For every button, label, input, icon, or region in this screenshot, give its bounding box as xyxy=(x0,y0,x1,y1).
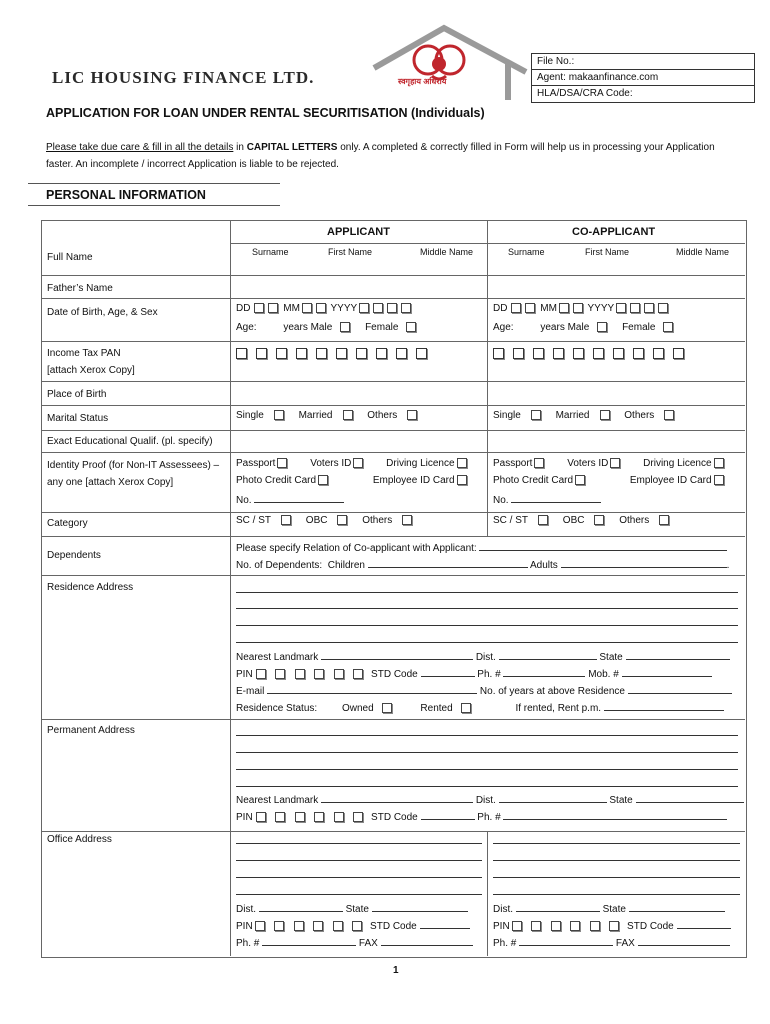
agent-label: Agent: makaanfinance.com xyxy=(537,72,659,83)
state-label: State xyxy=(599,652,623,663)
applicant-surname-label: Surname xyxy=(252,247,289,257)
relation-label: Please specify Relation of Co-applicant with Applicant: xyxy=(236,543,477,554)
pin-label: PIN xyxy=(493,921,510,932)
full-name-label: Full Name xyxy=(47,252,93,263)
office-line[interactable] xyxy=(493,894,740,895)
residence-status-label: Residence Status: xyxy=(236,703,318,714)
no-label: No. xyxy=(493,495,509,506)
office-address-label: Office Address xyxy=(47,834,112,845)
photo-credit-card-label: Photo Credit Card xyxy=(493,475,574,486)
dd-label: DD xyxy=(493,303,508,314)
dob-label: Date of Birth, Age, & Sex xyxy=(47,307,158,318)
passport-label: Passport xyxy=(236,458,276,469)
yyyy-box[interactable] xyxy=(387,303,397,313)
hla-code-label: HLA/DSA/CRA Code: xyxy=(537,88,633,99)
no-label: No. xyxy=(236,495,252,506)
owned-checkbox[interactable] xyxy=(382,703,392,713)
single-checkbox[interactable] xyxy=(531,410,541,420)
others-label: Others xyxy=(367,410,398,421)
single-checkbox[interactable] xyxy=(274,410,284,420)
dependents-label: Dependents xyxy=(47,550,101,561)
state-label: State xyxy=(609,795,633,806)
male-label: Male xyxy=(567,322,590,333)
others-checkbox[interactable] xyxy=(664,410,674,420)
applicant-header: APPLICANT xyxy=(327,226,390,238)
relation-field[interactable] xyxy=(236,541,727,554)
adults-label: Adults xyxy=(530,560,558,571)
pan-label: Income Tax PAN xyxy=(47,348,121,359)
office-line[interactable] xyxy=(493,860,740,861)
dd-box[interactable] xyxy=(525,303,535,313)
instruction-text-2: only. A completed & correctly filled in Form will help us in processing your Application xyxy=(337,142,715,153)
applicant-marital xyxy=(236,410,419,421)
fax-label: FAX xyxy=(358,938,378,949)
residence-landmark-row[interactable] xyxy=(236,650,730,663)
voters-id-label: Voters ID xyxy=(310,458,352,469)
instruction-underlined: Please take due care & fill in all the details xyxy=(46,142,234,153)
others-label: Others xyxy=(362,515,393,526)
permanent-address-label: Permanent Address xyxy=(47,725,135,736)
instruction-caps: CAPITAL LETTERS xyxy=(246,142,338,153)
section-title: PERSONAL INFORMATION xyxy=(46,188,206,202)
co-applicant-office-dist-row[interactable] xyxy=(493,902,725,915)
age-label: Age: xyxy=(236,322,257,333)
passport-checkbox[interactable] xyxy=(277,458,287,468)
co-applicant-dob-field[interactable] xyxy=(493,303,670,314)
page-number: 1 xyxy=(393,965,399,976)
no-dependents-label: No. of Dependents: xyxy=(236,560,323,571)
others-label: Others xyxy=(624,410,655,421)
rent-label: If rented, Rent p.m. xyxy=(515,703,602,714)
std-code-label: STD Code xyxy=(370,921,417,932)
place-of-birth-label: Place of Birth xyxy=(47,389,107,400)
applicant-office-phone-row[interactable] xyxy=(236,936,473,949)
pin-label: PIN xyxy=(236,669,253,680)
scst-checkbox[interactable] xyxy=(281,515,291,525)
dist-label: Dist. xyxy=(475,652,496,663)
company-name: LIC HOUSING FINANCE LTD. xyxy=(52,68,315,87)
co-applicant-first-name-label: First Name xyxy=(585,247,630,257)
driving-licence-checkbox[interactable] xyxy=(457,458,467,468)
co-applicant-age-sex xyxy=(493,322,675,333)
scst-label: SC / ST xyxy=(493,515,529,526)
yyyy-box[interactable] xyxy=(630,303,640,313)
co-applicant-middle-name-label: Middle Name xyxy=(676,247,730,257)
pin-label: PIN xyxy=(236,812,253,823)
mm-label: MM xyxy=(540,303,557,314)
dd-box[interactable] xyxy=(254,303,264,313)
instruction-line2: faster. An incomplete / incorrect Application is liable to be rejected. xyxy=(46,159,339,170)
yyyy-box[interactable] xyxy=(401,303,411,313)
co-applicant-office-pin-row[interactable] xyxy=(493,919,731,932)
marital-status-label: Marital Status xyxy=(47,413,109,424)
yyyy-box[interactable] xyxy=(359,303,369,313)
scst-checkbox[interactable] xyxy=(538,515,548,525)
applicant-id-proof-row1 xyxy=(236,458,484,469)
applicant-id-number[interactable] xyxy=(236,493,344,506)
phone-label: Ph. # xyxy=(236,938,260,949)
co-applicant-id-proof-row1 xyxy=(493,458,726,469)
single-label: Single xyxy=(493,410,521,421)
years-label: years xyxy=(283,322,308,333)
email-label: E-mail xyxy=(236,686,265,697)
dd-box[interactable] xyxy=(511,303,521,313)
female-label: Female xyxy=(365,322,399,333)
mm-box[interactable] xyxy=(559,303,569,313)
male-checkbox[interactable] xyxy=(340,322,350,332)
mm-label: MM xyxy=(283,303,300,314)
rented-label: Rented xyxy=(420,703,453,714)
passport-label: Passport xyxy=(493,458,533,469)
obc-checkbox[interactable] xyxy=(337,515,347,525)
phone-label: Ph. # xyxy=(477,669,501,680)
office-line[interactable] xyxy=(236,877,482,878)
obc-label: OBC xyxy=(562,515,585,526)
category-label: Category xyxy=(47,518,88,529)
residence-line[interactable] xyxy=(236,625,738,626)
residence-email-row[interactable] xyxy=(236,684,732,697)
education-label: Exact Educational Qualif. (pl. specify) xyxy=(47,436,213,447)
identity-proof-label: Identity Proof (for Non-IT Assessees) – xyxy=(47,460,220,471)
co-applicant-header: CO-APPLICANT xyxy=(572,226,656,238)
employee-id-label: Employee ID Card xyxy=(372,475,455,486)
obc-label: OBC xyxy=(305,515,328,526)
employee-id-label: Employee ID Card xyxy=(629,475,712,486)
fax-label: FAX xyxy=(615,938,635,949)
married-label: Married xyxy=(298,410,333,421)
office-line[interactable] xyxy=(236,894,482,895)
state-label: State xyxy=(602,904,626,915)
female-checkbox[interactable] xyxy=(663,322,673,332)
voters-id-checkbox[interactable] xyxy=(610,458,620,468)
applicant-office-dist-row[interactable] xyxy=(236,902,468,915)
applicant-office-pin-row[interactable] xyxy=(236,919,470,932)
employee-id-checkbox[interactable] xyxy=(457,475,467,485)
co-applicant-marital xyxy=(493,410,676,421)
mm-box[interactable] xyxy=(573,303,583,313)
residence-line[interactable] xyxy=(236,608,738,609)
dd-box[interactable] xyxy=(268,303,278,313)
yyyy-box[interactable] xyxy=(658,303,668,313)
dist-label: Dist. xyxy=(475,795,496,806)
scst-label: SC / ST xyxy=(236,515,272,526)
std-code-label: STD Code xyxy=(627,921,674,932)
file-no-label: File No.: xyxy=(537,56,575,67)
married-label: Married xyxy=(555,410,590,421)
permanent-pin-row[interactable] xyxy=(236,810,727,823)
co-applicant-category xyxy=(493,515,671,526)
others-label: Others xyxy=(619,515,650,526)
female-label: Female xyxy=(622,322,656,333)
company-logo xyxy=(46,20,526,100)
rented-checkbox[interactable] xyxy=(461,703,471,713)
identity-proof-sub-label: any one [attach Xerox Copy] xyxy=(47,477,174,488)
married-checkbox[interactable] xyxy=(343,410,353,420)
age-label: Age: xyxy=(493,322,514,333)
residence-status-row xyxy=(236,701,724,714)
landmark-label: Nearest Landmark xyxy=(236,652,319,663)
children-label: Children xyxy=(327,560,365,571)
instructions xyxy=(46,139,756,173)
instruction-text: in xyxy=(233,142,247,153)
applicant-pan-boxes[interactable] xyxy=(236,348,436,359)
others-checkbox[interactable] xyxy=(407,410,417,420)
dist-label: Dist. xyxy=(493,904,513,915)
residence-address-label: Residence Address xyxy=(47,582,134,593)
yyyy-box[interactable] xyxy=(616,303,626,313)
employee-id-checkbox[interactable] xyxy=(714,475,724,485)
permanent-line[interactable] xyxy=(236,735,738,736)
co-applicant-surname-label: Surname xyxy=(508,247,545,257)
office-line[interactable] xyxy=(493,877,740,878)
phone-label: Ph. # xyxy=(493,938,517,949)
pan-attach-label: [attach Xerox Copy] xyxy=(47,365,135,376)
yyyy-label: YYYY xyxy=(587,303,615,314)
company-tagline: स्वगृहाय अधिराय xyxy=(398,77,447,86)
mm-box[interactable] xyxy=(302,303,312,313)
obc-checkbox[interactable] xyxy=(594,515,604,525)
residence-line[interactable] xyxy=(236,592,738,593)
landmark-label: Nearest Landmark xyxy=(236,795,319,806)
applicant-id-proof-row2 xyxy=(236,475,469,486)
applicant-middle-name-label: Middle Name xyxy=(420,247,474,257)
residence-pin-row[interactable] xyxy=(236,667,712,680)
years-label: years xyxy=(540,322,565,333)
applicant-first-name-label: First Name xyxy=(328,247,373,257)
driving-licence-label: Driving Licence xyxy=(643,458,712,469)
permanent-landmark-row[interactable] xyxy=(236,793,744,806)
applicant-dob-field[interactable] xyxy=(236,303,413,314)
mm-box[interactable] xyxy=(316,303,326,313)
dd-label: DD xyxy=(236,303,251,314)
female-checkbox[interactable] xyxy=(406,322,416,332)
std-code-label: STD Code xyxy=(371,812,418,823)
photo-credit-card-label: Photo Credit Card xyxy=(236,475,317,486)
years-residence-label: No. of years at above Residence xyxy=(479,686,625,697)
std-code-label: STD Code xyxy=(371,669,418,680)
male-label: Male xyxy=(310,322,333,333)
driving-licence-checkbox[interactable] xyxy=(714,458,724,468)
others-checkbox[interactable] xyxy=(402,515,412,525)
co-applicant-office-phone-row[interactable] xyxy=(493,936,730,949)
office-line[interactable] xyxy=(493,843,740,844)
fathers-name-label: Father’s Name xyxy=(47,283,113,294)
yyyy-box[interactable] xyxy=(644,303,654,313)
applicant-age-sex xyxy=(236,322,418,333)
co-applicant-pan-boxes[interactable] xyxy=(493,348,693,359)
passport-checkbox[interactable] xyxy=(534,458,544,468)
house-logo-icon xyxy=(366,20,536,100)
male-checkbox[interactable] xyxy=(597,322,607,332)
page-title: APPLICATION FOR LOAN UNDER RENTAL SECURITISATION (Individuals) xyxy=(46,106,485,120)
permanent-line[interactable] xyxy=(236,786,738,787)
voters-id-label: Voters ID xyxy=(567,458,609,469)
applicant-category xyxy=(236,515,414,526)
permanent-line[interactable] xyxy=(236,769,738,770)
yyyy-box[interactable] xyxy=(373,303,383,313)
co-applicant-id-number[interactable] xyxy=(493,493,601,506)
residence-line[interactable] xyxy=(236,642,738,643)
office-line[interactable] xyxy=(236,860,482,861)
owned-label: Owned xyxy=(341,703,374,714)
office-use-box xyxy=(531,53,755,103)
dist-label: Dist. xyxy=(236,904,256,915)
phone-label: Ph. # xyxy=(477,812,501,823)
driving-licence-label: Driving Licence xyxy=(386,458,455,469)
co-applicant-id-proof-row2 xyxy=(493,475,726,486)
dependents-field[interactable]: No. of Dependents: Children Adults . xyxy=(236,560,730,571)
state-label: State xyxy=(345,904,369,915)
married-checkbox[interactable] xyxy=(600,410,610,420)
single-label: Single xyxy=(236,410,264,421)
photo-credit-card-checkbox[interactable] xyxy=(575,475,585,485)
yyyy-label: YYYY xyxy=(330,303,358,314)
pin-label: PIN xyxy=(236,921,253,932)
photo-credit-card-checkbox[interactable] xyxy=(318,475,328,485)
mobile-label: Mob. # xyxy=(588,669,619,680)
others-checkbox[interactable] xyxy=(659,515,669,525)
permanent-line[interactable] xyxy=(236,752,738,753)
office-line[interactable] xyxy=(236,843,482,844)
voters-id-checkbox[interactable] xyxy=(353,458,363,468)
